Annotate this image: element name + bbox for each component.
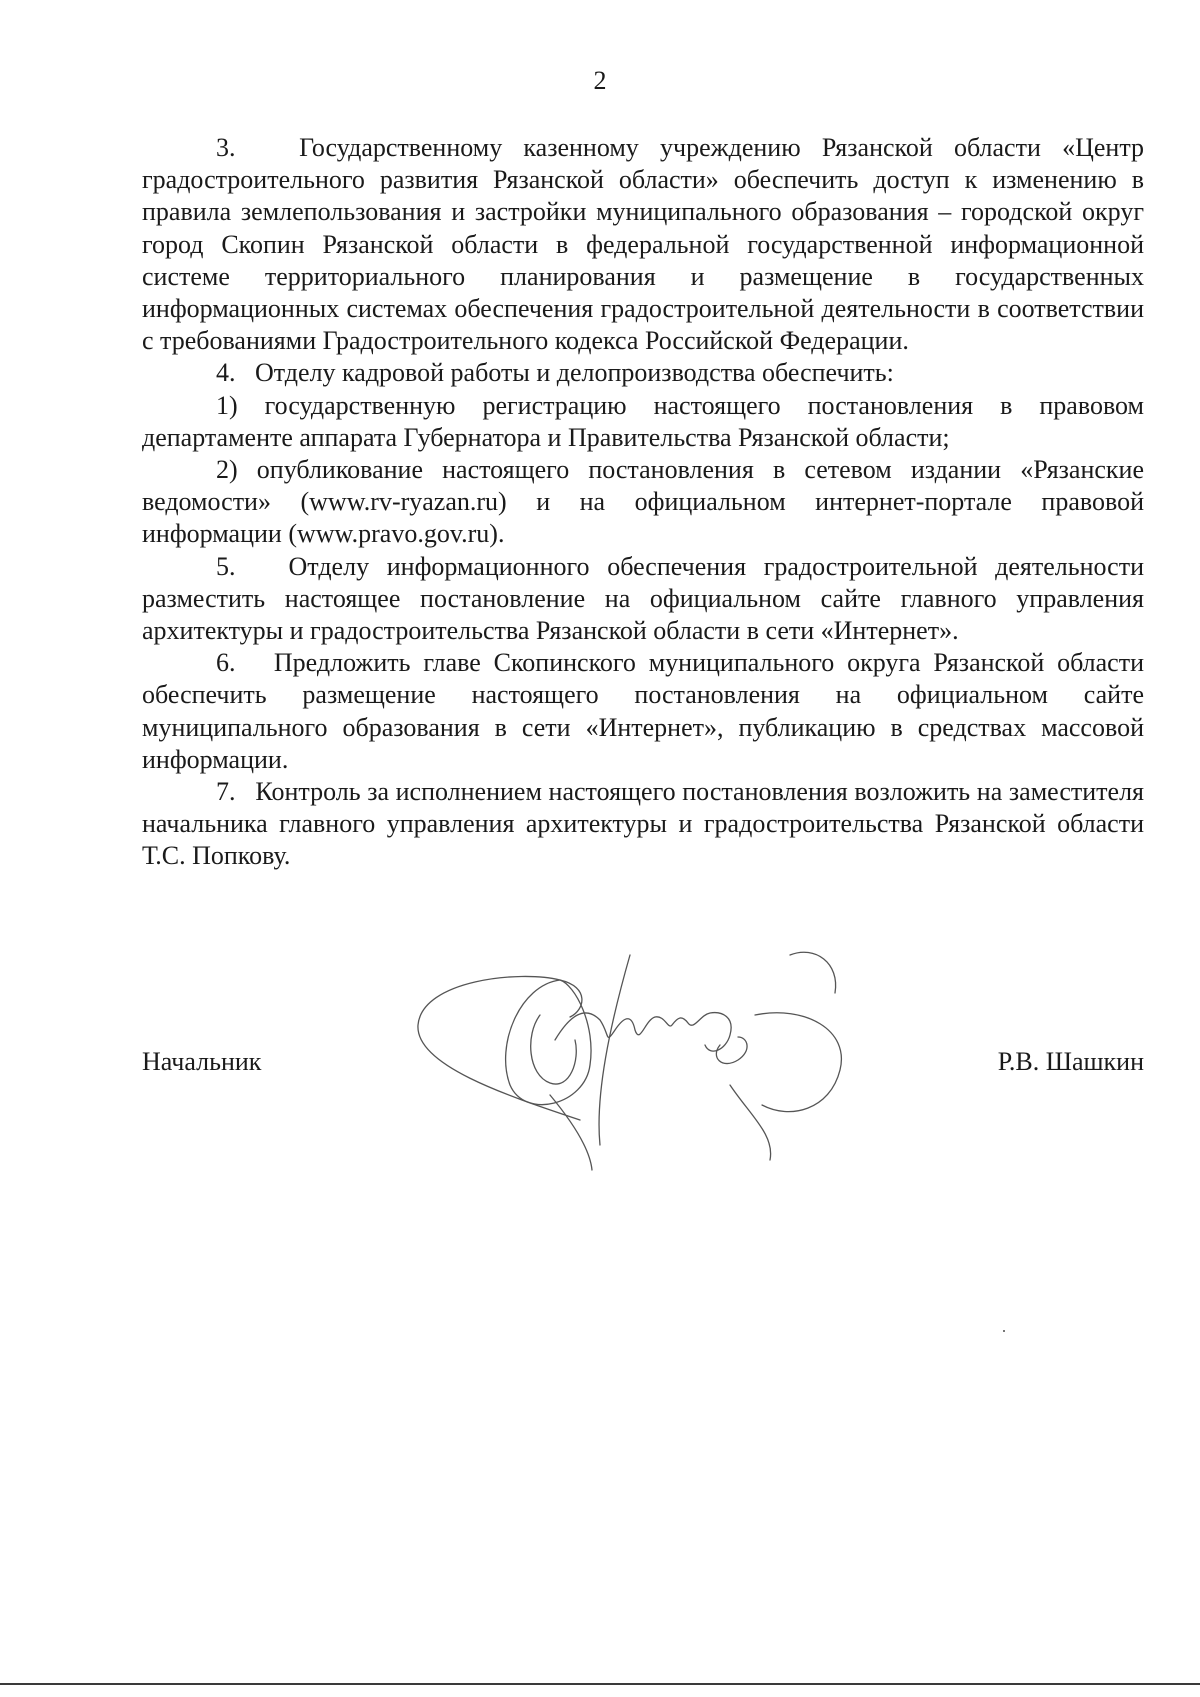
paragraph-item-6: 6. Предложить главе Скопинского муниципального округа Рязанской области обеспечить размещение настоящего постановления на официальном сайте муниципального образования в сети «Интернет», публикацию в средствах массовой информации. [142,648,1144,774]
paragraph-item-5: 5. Отделу информационного обеспечения градостроительной деятельности разместить настоящее постановление на официальном сайте главного управления архитектуры и градостроительства Рязанской области в сети «Интернет». [142,551,1144,646]
paragraph-item-3: 3. Государственному казенному учреждению Рязанской области «Центр градостроительного развития Рязанской области» обеспечить доступ к изменению в правила землепользования и застройки муниципального образования – городской округ город Скопин Рязанской области в федеральной государственной информационной системе территориального планирования и размещение в государственных информационных системах обеспечения градостроительной деятельности в соответствии с требованиями Градостроительного кодекса Российской Федерации. [142,133,1144,356]
paragraph-item-4: 4. Отделу кадровой работы и делопроизводства обеспечить: [216,358,894,388]
paragraph-subitem-1: 1) государственную регистрацию настоящего постановления в правовом департаменте аппарата Губернатора и Правительства Рязанской области; [142,390,1144,452]
scan-speck [1003,1330,1005,1332]
paragraph-item-7: 7. Контроль за исполнением настоящего постановления возложить на заместителя начальника главного управления архитектуры и градостроительства Рязанской области Т.С. Попкову. [142,777,1144,871]
paragraph-subitem-2: 2) опубликование настоящего постановления в сетевом издании «Рязанские ведомости» (www.rv-ryazan.ru) и на официальном интернет-портале правовой информации (www.pravo.gov.ru). [142,455,1144,549]
scan-bottom-edge [0,1683,1200,1685]
signature-block [142,1046,1144,1080]
document-body [142,132,1144,873]
page-number: 2 [593,66,607,95]
signatory-title: Начальник [142,1047,262,1076]
signatory-name: Р.В. Шашкин [997,1047,1144,1076]
